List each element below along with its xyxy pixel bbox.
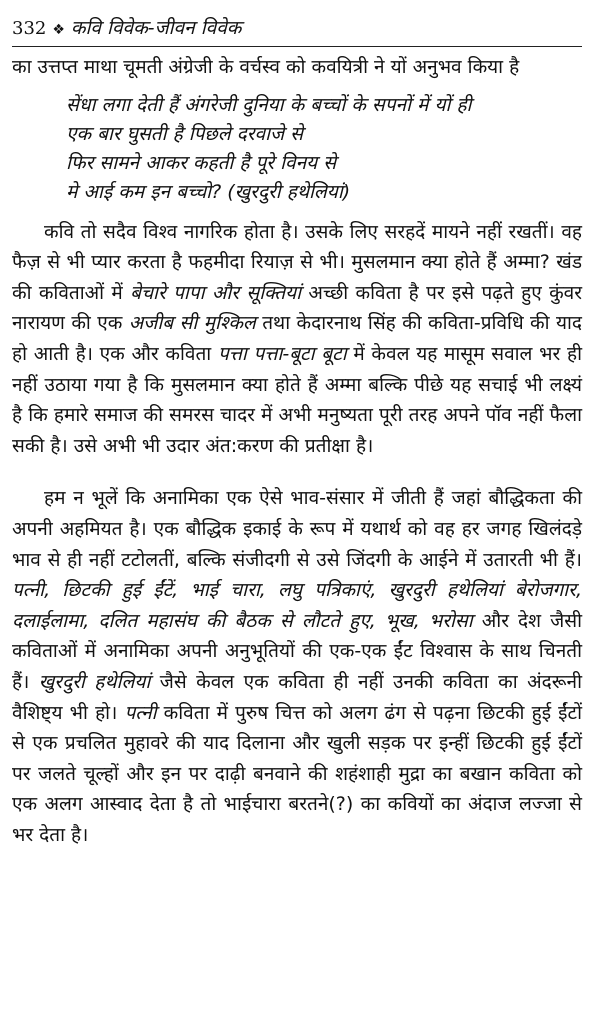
text-run: में केवल यह मासूम सवाल भर ही नहीं उठाया गया है कि मुसलमान क्या होते हैं अम्मा बल्कि पीछे यह सचाई भी लक्ष्यं है कि हमारे समाज की समरस चादर में अभी मनुष्यता पूरी तरह अपने पॉव नहीं फैला सकी है। उसे अभी भी उदार अंत:करण की प्रतीक्षा है। — [12, 342, 583, 457]
diamond-ornament-icon: ❖ — [52, 22, 65, 38]
header-rule — [12, 46, 582, 47]
text-run: तथा केदारनाथ सिंह की कविता-प्रविधि की याद हो आती है। एक और कविता — [12, 312, 582, 365]
running-title: कवि विवेक-जीवन विवेक — [70, 17, 242, 39]
poem-title-emphasis: बेचारे पापा और सूक्तियां — [130, 281, 302, 304]
poem-title-emphasis: पत्नी — [124, 701, 157, 724]
poem-title-emphasis: अजीब सी मुश्किल — [128, 312, 256, 335]
text-run: और देश जैसी कविताओं में अनामिका अपनी अनुभूतियों की एक-एक ईंट विश्वास के साथ चिनती हैं। — [12, 609, 582, 693]
text-run: कवि तो सदैव विश्व नागरिक होता है। उसके लिए सरहदें मायने नहीं रखतीं। वह फैज़ से भी प्यार करता है फहमीदा रियाज़ से भी। मुसलमान क्या होते हैं अम्मा? खंड की कविताओं में — [12, 220, 582, 304]
poem-line: मे आई कम इन बच्चो? (खुरदुरी हथेलियां) — [66, 180, 351, 203]
poem-quote — [66, 91, 582, 207]
text-run: अच्छी कविता है पर इसे पढ़ते हुए कुंवर नारायण की एक — [12, 281, 582, 335]
text-run: हम न भूलें कि अनामिका एक ऐसे भाव-संसार में जीती हैं जहां बौद्धिकता की अपनी अहमियत है। एक बौद्धिक इकाई के रूप में यथार्थ को वह हर जगह खिलंदड़े भाव से ही नहीं टटोलतीं, बल्कि संजीदगी से उसे जिंदगी के आईने में उतारती भी हैं। — [12, 487, 582, 571]
poem-title-emphasis: पत्नी, छिटकी हुई ईंटें, भाई चारा, लघु पत्रिकाएं, खुरदुरी हथेलियां बेरोजगार, दलाईलामा, दलित महासंघ की बैठक से लौटते हुए, भूख, भरोसा — [12, 579, 582, 632]
paragraph-anamika — [12, 483, 582, 850]
text-run: कविता में पुरुष चित्त को अलग ढंग से पढ़ना छिटकी हुई ईंटों से एक प्रचलित मुहावरे की याद दिलाना और खुली सड़क पर इन्हीं छिटकी हुई ईंटों पर जलते चूल्हों और इन पर दाढ़ी बनवाने की शहंशाही मुद्रा का बखान कविता को एक अलग आस्वाद देता है तो भाईचारा बरतने(?) का कवियों का अंदाज लज्जा से भर देता है। — [12, 701, 582, 846]
paragraph-world-citizen — [12, 217, 582, 462]
paragraph-gap — [12, 461, 582, 483]
poem-title-emphasis: पत्ता पत्ता-बूटा बूटा — [217, 342, 347, 365]
poem-line: फिर सामने आकर कहती है पूरे विनय से — [66, 151, 337, 174]
poem-line: एक बार घुसती है पिछले दरवाजे से — [66, 122, 303, 145]
paragraph-intro: का उत्तप्त माथा चूमती अंग्रेजी के वर्चस्व को कवयित्री ने यों अनुभव किया है — [12, 56, 520, 78]
text-run: जैसे केवल एक कविता ही नहीं उनकी कविता का अंदरूनी वैशिष्ट्य भी हो। — [12, 670, 582, 724]
running-header — [12, 14, 580, 44]
poem-line: सेंधा लगा देती हैं अंगरेजी दुनिया के बच्चों के सपनों में यों ही — [66, 93, 472, 116]
page-number: 332 — [12, 18, 47, 39]
poem-title-emphasis: खुरदुरी हथेलियां — [38, 670, 151, 693]
body-text — [12, 52, 582, 850]
